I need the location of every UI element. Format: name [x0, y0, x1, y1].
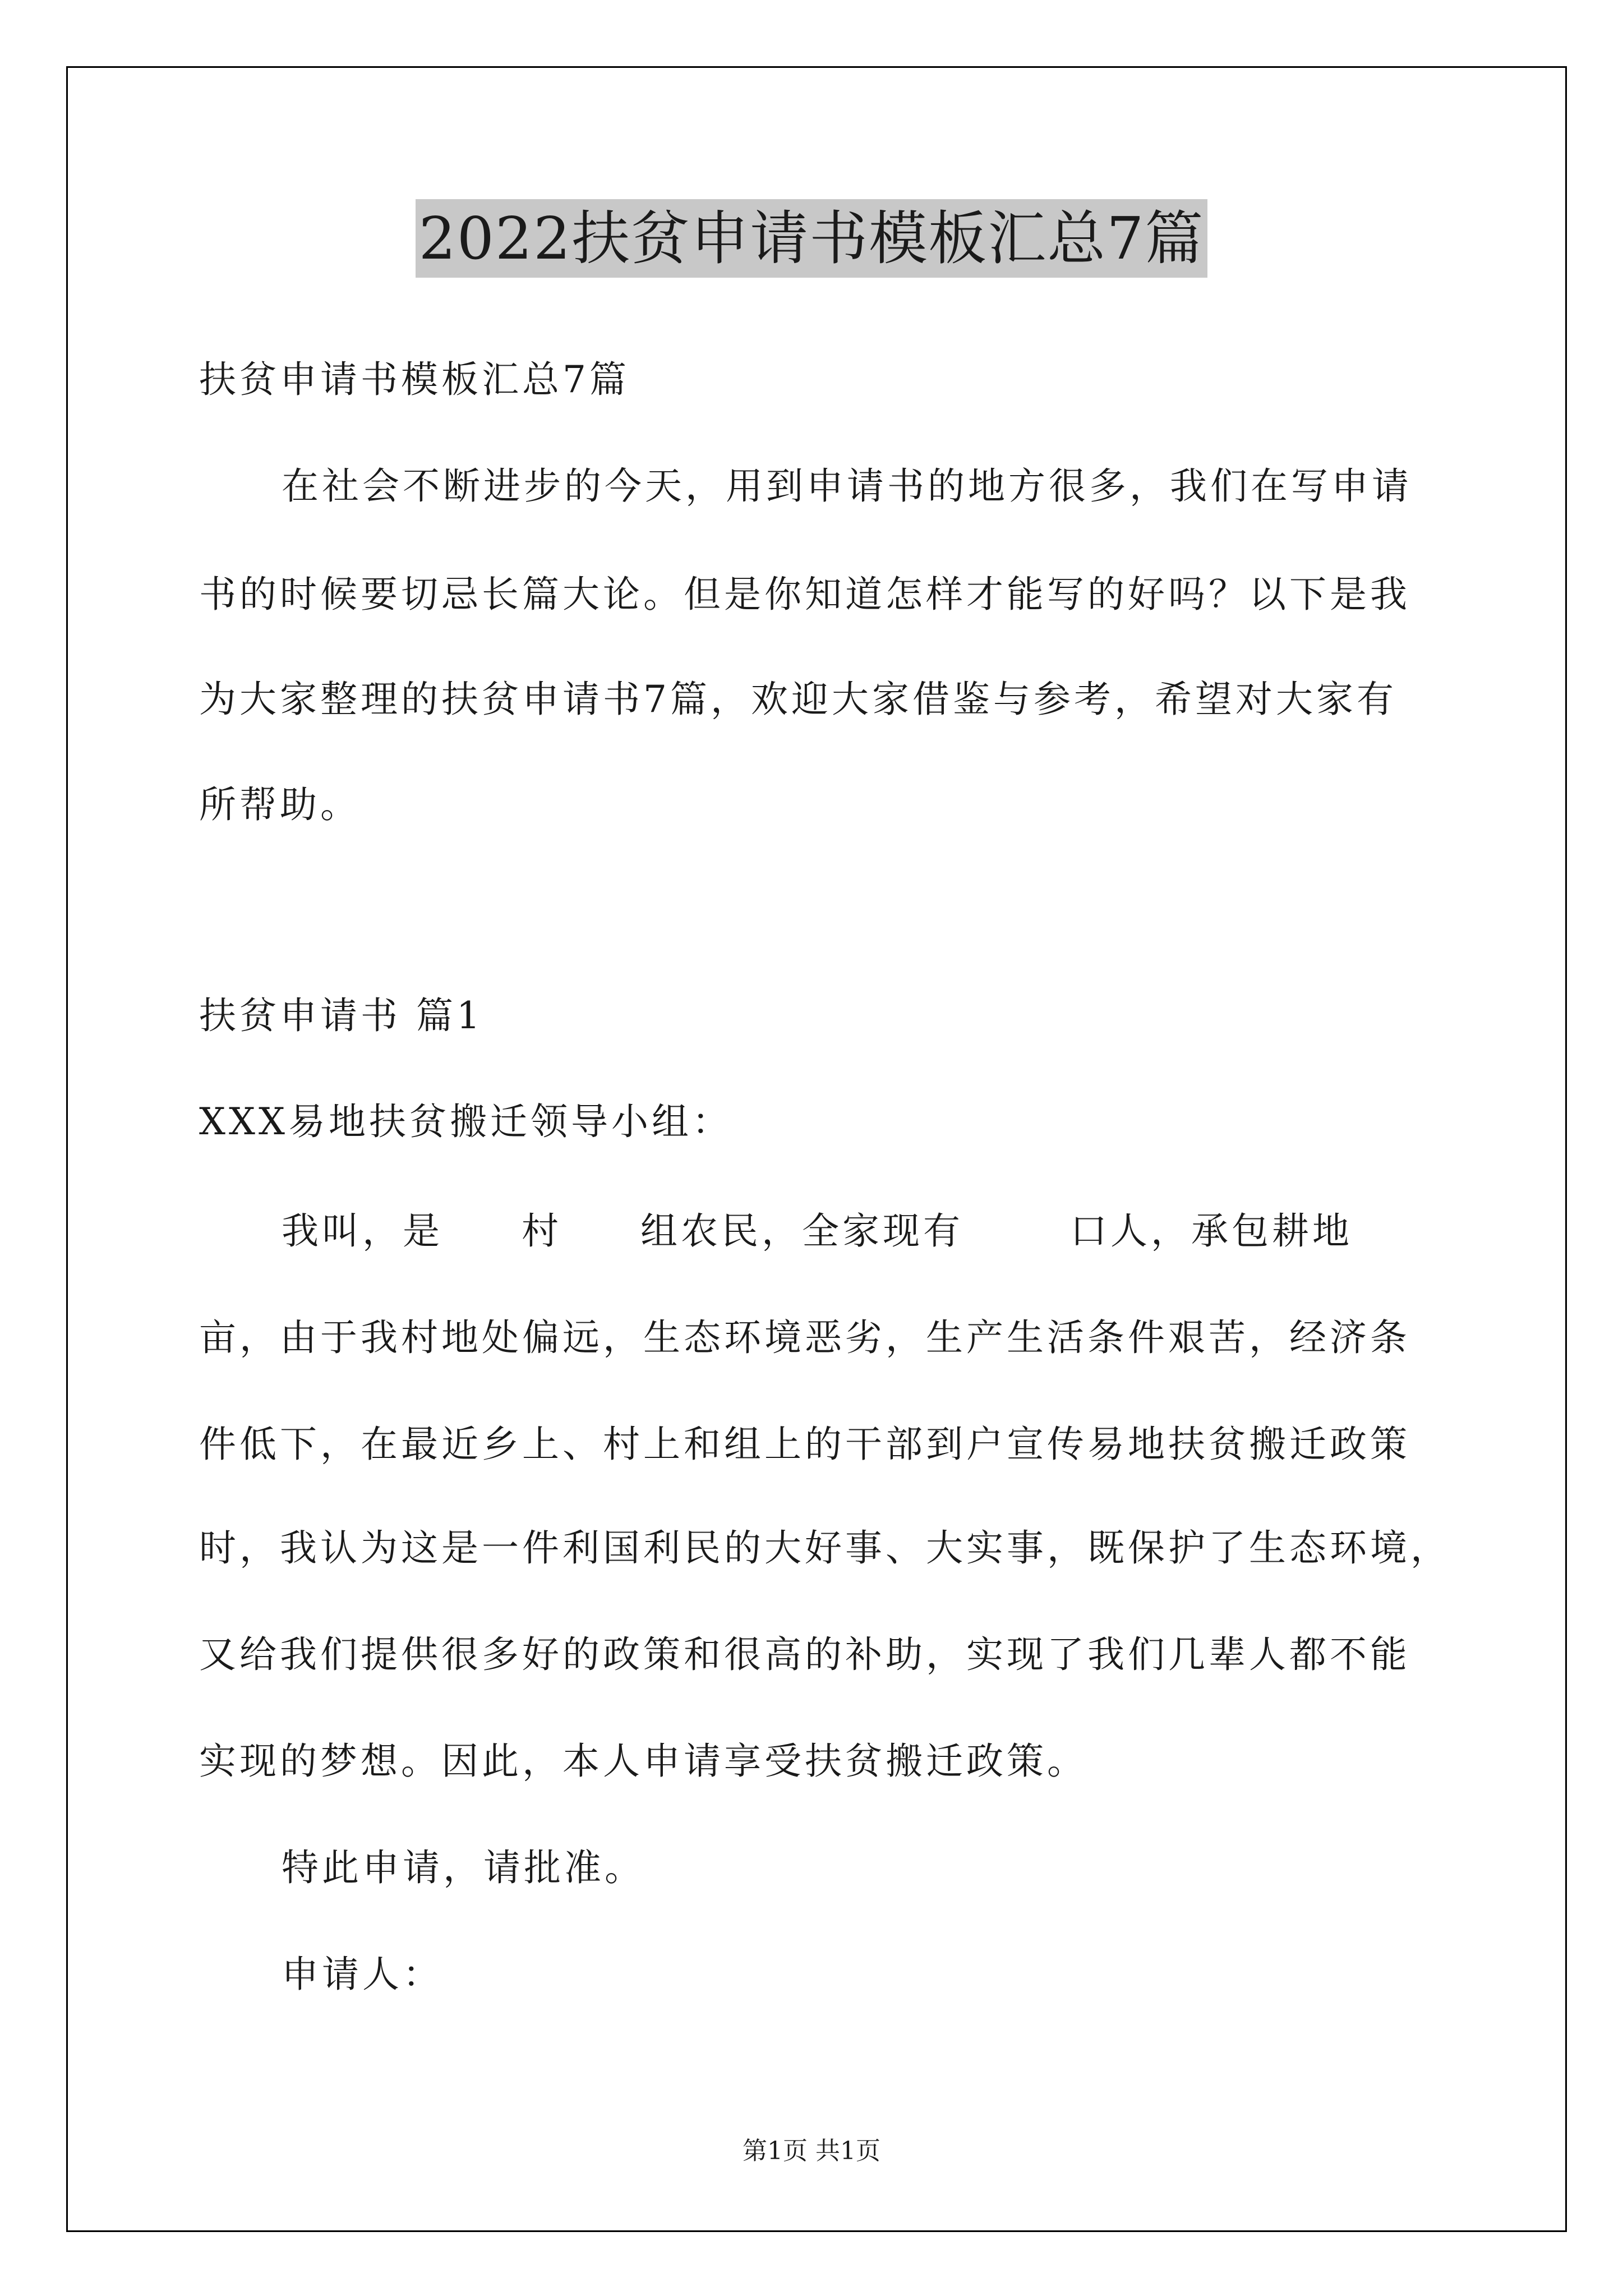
intro-line-2: 书的时候要切忌长篇大论。但是你知道怎样才能写的好吗？以下是我: [199, 573, 1410, 616]
document-title: 2022扶贫申请书模板汇总7篇: [416, 199, 1208, 278]
first-line-part-3: 组农民，全家现有: [640, 1209, 963, 1253]
first-line-part-1: 我叫，是: [282, 1209, 443, 1253]
subtitle: 扶贫申请书模板汇总7篇: [199, 358, 630, 401]
section-heading: 扶贫申请书 篇1: [199, 994, 483, 1037]
body-line-4: 又给我们提供很多好的政策和很高的补助，实现了我们几辈人都不能: [199, 1633, 1410, 1676]
body-line-5: 实现的梦想。因此，本人申请享受扶贫搬迁政策。: [199, 1740, 1087, 1783]
body-first-line: [282, 1206, 1353, 1257]
intro-line-1: 在社会不断进步的今天，用到申请书的地方很多，我们在写申请: [282, 464, 1412, 508]
first-line-part-4: 口人，承包耕地: [1070, 1209, 1353, 1253]
intro-line-3: 为大家整理的扶贫申请书7篇，欢迎大家借鉴与参考，希望对大家有: [199, 678, 1397, 721]
intro-line-4: 所帮助。: [199, 783, 361, 826]
page-footer: 第1页 共1页: [743, 2137, 880, 2165]
body-line-1: 亩，由于我村地处偏远，生态环境恶劣，生产生活条件艰苦，经济条: [199, 1316, 1410, 1359]
closing-text: 特此申请，请批准。: [282, 1846, 645, 1889]
applicant-label: 申请人：: [282, 1953, 443, 1996]
addressee: XXX易地扶贫搬迁领导小组：: [199, 1100, 732, 1143]
title-wrap: [0, 199, 1623, 278]
first-line-part-2: 村: [522, 1209, 562, 1253]
body-line-2: 件低下，在最近乡上、村上和组上的干部到户宣传易地扶贫搬迁政策: [199, 1423, 1410, 1466]
body-line-3: 时，我认为这是一件利国利民的大好事、大实事，既保护了生态环境，: [199, 1526, 1451, 1570]
